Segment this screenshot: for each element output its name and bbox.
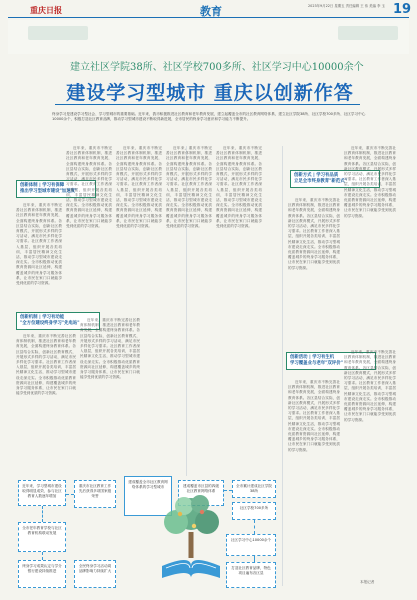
lead-paragraph: 终身学习是建设学习型社会、学习型城市的重要基础。近年来，我市积极推进社区教育和老年教育发展，建立起覆盖全市的社区教育网络体系，建立社区学院38所、社区学校700多所、社区学习中心10000余个，积极打造社区教育品牌，推动学习型城市建设不断取得新进展，全市居民的终身学习意识和学习能力不断提升。 [52,112,366,121]
info-card [18,522,66,552]
section-label-text: 创新活动 | 学习有生机 学习覆盖业与老年"双评价" [290,355,343,366]
section-name: 教育 [200,5,222,18]
paper-name: 重庆日报 [30,5,62,15]
info-card [18,480,66,506]
text-column-8 [16,334,76,474]
text-column-7 [344,146,396,346]
info-card [232,480,276,498]
page-number: 19 [393,2,412,17]
info-card-text: 终身学习成果认定与学分银行建设持续推进 [22,564,62,573]
info-card-text: 打造社区教育品牌，特色项目遍布各区县 [231,566,271,575]
text-column-5 [216,146,262,476]
info-card-text: 重庆市社区教育工作先后获得多项国家级荣誉 [78,484,112,498]
info-card-text: 近年来，学习型城市建设取得明显成效，参与社区教育人数逐年增加 [22,484,62,498]
paragraph: 近年来，重庆市不断完善社区教育体制机制，推进社区教育和老年教育发展，全面构建终身教育体系。各区县结合实际，创新社区教育模式，开展形式多样的学习活动，满足市民多样化学习需求。社区教育工作者深入基层，组织开展各类培训，丰富居民精神文化生活，推动学习型城市建设走深走实。全市积极推动优质教育资源向社区延伸，构建覆盖城乡的终身学习服务体系，让市民在家门口就能享受到优质的学习资源。 [344,350,396,422]
section-label-text: 创新体制 | 学习有保障 推出学习型城市建设"加速度" [20,183,78,194]
paragraph: 近年来，重庆市不断完善社区教育体制机制，推进社区教育和老年教育发展，全面构建终身教育体系。各区县结合实际，创新社区教育模式，开展形式多样的学习活动，满足市民多样化学习需求。社区教育工作者深入基层，组织开展各类培训，丰富居民精神文化生活，推动学习型城市建设走深走实。全市积极推动优质教育资源向社区延伸，构建覆盖城乡的终身学习服务体系，让市民在家门口就能享受到优质的学习资源。 [216,146,262,229]
section-label-text: 创新机制 | 学习有动能 "全方位建设终身学习"先电站" [20,315,80,326]
paragraph: 近年来，重庆市不断完善社区教育体制机制，推进社区教育和老年教育发展，全面构建终身教育体系。各区县结合实际，创新社区教育模式，开展形式多样的学习活动，满足市民多样化学习需求。社区教育工作者深入基层，组织开展各类培训，丰富居民精神文化生活，推动学习型城市建设走深走实。全市积极推动优质教育资源向社区延伸，构建覆盖城乡的终身学习服务体系，让市民在家门口就能享受到优质的学习资源。 [16,334,76,396]
info-card [74,560,116,588]
tree-book-illustration [150,488,232,588]
info-card-text: 建成覆盖市区县的四级社区教育网络体系 [183,484,219,493]
masthead [8,2,412,18]
column-divider [282,146,283,586]
info-card [18,560,66,588]
connector-line [42,552,43,560]
paragraph: 近年来，重庆市不断完善社区教育体制机制，推进社区教育和老年教育发展，全面构建终身教育体系。各区县结合实际，创新社区教育模式，开展形式多样的学习活动，满足市民多样化学习需求。社区教育工作者深入基层，组织开展各类培训，丰富居民精神文化生活，推动学习型城市建设走深走实。全市积极推动优质教育资源向社区延伸，构建覆盖城乡的终身学习服务体系，让市民在家门口就能享受到优质的学习资源。 [16,203,62,286]
headline: 建设学习型城市 重庆以创新作答 [66,82,354,104]
paragraph: 近年来，重庆市不断完善社区教育体制机制，推进社区教育和老年教育发展，全面构建终身教育体系。各区县结合实际，创新社区教育模式，开展形式多样的学习活动，满足市民多样化学习需求。社区教育工作者深入基层，组织开展各类培训，丰富居民精神文化生活，推动学习型城市建设走深走实。全市积极推动优质教育资源向社区延伸，构建覆盖城乡的终身学习服务体系，让市民在家门口就能享受到优质的学习资源。 [80,318,140,380]
info-card [232,502,276,520]
connector-line [42,506,43,522]
info-card-text: 全市老年教育学校与社区教育机构联动发展 [22,526,62,535]
connector-line [254,520,255,534]
info-card [226,562,276,588]
paragraph: 近年来，重庆市不断完善社区教育体制机制，推进社区教育和老年教育发展，全面构建终身教育体系。各区县结合实际，创新社区教育模式，开展形式多样的学习活动，满足市民多样化学习需求。社区教育工作者深入基层，组织开展各类培训，丰富居民精神文化生活，推动学习型城市建设走深走实。全市积极推动优质教育资源向社区延伸，构建覆盖城乡的终身学习服务体系，让市民在家门口就能享受到优质的学习资源。 [344,146,396,218]
connector-line [66,494,74,495]
info-card [74,480,116,508]
text-column-9 [80,318,140,474]
paragraph: 近年来，重庆市不断完善社区教育体制机制，推进社区教育和老年教育发展，全面构建终身教育体系。各区县结合实际，创新社区教育模式，开展形式多样的学习活动，满足市民多样化学习需求。社区教育工作者深入基层，组织开展各类培训，丰富居民精神文化生活，推动学习型城市建设走深走实。全市积极推动优质教育资源向社区延伸，构建覆盖城乡的终身学习服务体系，让市民在家门口就能享受到优质的学习资源。 [166,146,212,229]
text-column-2 [66,146,112,311]
infographic [14,476,280,594]
section-label-text: 创新方式 | 学习有品质 立足全市终身教育"新范式" [294,173,347,184]
text-column-4 [166,146,212,476]
text-column-3 [116,146,162,311]
info-card-text: 社区学校700多所 [239,506,269,510]
paragraph: 近年来，重庆市不断完善社区教育体制机制，推进社区教育和老年教育发展，全面构建终身教育体系。各区县结合实际，创新社区教育模式，开展形式多样的学习活动，满足市民多样化学习需求。社区教育工作者深入基层，组织开展各类培训，丰富居民精神文化生活，推动学习型城市建设走深走实。全市积极推动优质教育资源向社区延伸，构建覆盖城乡的终身学习服务体系，让市民在家门口就能享受到优质的学习资源。 [66,146,112,229]
headline-rule [55,104,360,105]
header-band-illustration [8,20,409,54]
info-card [226,534,276,556]
text-column-6 [288,198,340,348]
info-card-text: 建成覆盖全市社区教育网络体系的学习型城市 [128,480,168,489]
text-column-11 [344,350,396,575]
text-column-1 [16,203,62,303]
paragraph: 近年来，重庆市不断完善社区教育体制机制，推进社区教育和老年教育发展，全面构建终身教育体系。各区县结合实际，创新社区教育模式，开展形式多样的学习活动，满足市民多样化学习需求。社区教育工作者深入基层，组织开展各类培训，丰富居民精神文化生活，推动学习型城市建设走深走实。全市积极推动优质教育资源向社区延伸，构建覆盖城乡的终身学习服务体系，让市民在家门口就能享受到优质的学习资源。 [288,380,340,452]
paragraph: 近年来，重庆市不断完善社区教育体制机制，推进社区教育和老年教育发展，全面构建终身教育体系。各区县结合实际，创新社区教育模式，开展形式多样的学习活动，满足市民多样化学习需求。社区教育工作者深入基层，组织开展各类培训，丰富居民精神文化生活，推动学习型城市建设走深走实。全市积极推动优质教育资源向社区延伸，构建覆盖城乡的终身学习服务体系，让市民在家门口就能享受到优质的学习资源。 [116,146,162,229]
info-card-text: 全市累计建成社区学院38所 [236,484,272,493]
subhead: 建立社区学院38所、社区学校700多所、社区学习中心10000余个 [70,62,364,73]
paragraph: 近年来，重庆市不断完善社区教育体制机制，推进社区教育和老年教育发展，全面构建终身教育体系。各区县结合实际，创新社区教育模式，开展形式多样的学习活动，满足市民多样化学习需求。社区教育工作者深入基层，组织开展各类培训，丰富居民精神文化生活，推动学习型城市建设走深走实。全市积极推动优质教育资源向社区延伸，构建覆盖城乡的终身学习服务体系，让市民在家门口就能享受到优质的学习资源。 [288,198,340,270]
issue-info: 2023年9月22日 星期五 责任编辑 王 伟 美编 李 玉 [308,4,385,8]
info-card-text: 社区学习中心10000余个 [230,538,272,542]
text-column-10 [288,380,340,585]
byline: 本报记者 [360,580,375,584]
connector-line [254,556,255,562]
info-card-text: 全民终身学习活动周品牌影响力持续扩大 [78,564,112,573]
